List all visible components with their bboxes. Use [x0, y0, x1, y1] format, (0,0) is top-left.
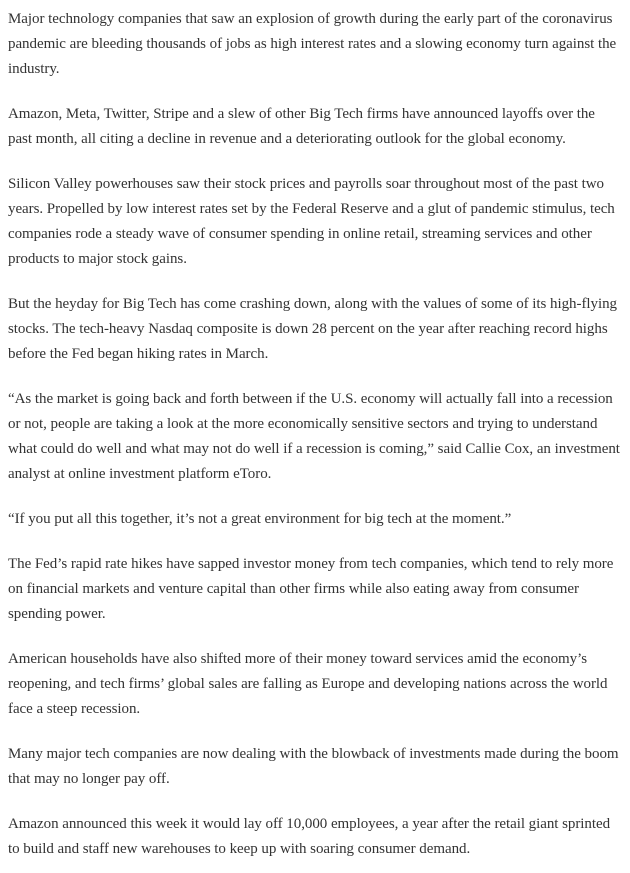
article-paragraph: Many major tech companies are now dealing with the blowback of investments made during the boom that may no longer pay off.	[8, 746, 619, 787]
article-paragraph: The Fed’s rapid rate hikes have sapped investor money from tech companies, which tend to rely more on financial markets and venture capital than other firms while also eating away from consumer spending power.	[8, 556, 614, 622]
article-paragraph: But the heyday for Big Tech has come crashing down, along with the values of some of its high-flying stocks. The tech-heavy Nasdaq composite is down 28 percent on the year after reaching record highs before the Fed began hiking rates in March.	[8, 296, 617, 362]
article-paragraph: Major technology companies that saw an explosion of growth during the early part of the coronavirus pandemic are bleeding thousands of jobs as high interest rates and a slowing economy turn against the industry.	[8, 11, 617, 77]
article-paragraph: Amazon announced this week it would lay off 10,000 employees, a year after the retail giant sprinted to build and staff new warehouses to keep up with soaring consumer demand.	[8, 816, 611, 857]
article-paragraph: “If you put all this together, it’s not a great environment for big tech at the moment.”	[8, 511, 512, 527]
article-paragraph: Silicon Valley powerhouses saw their stock prices and payrolls soar throughout most of the past two years. Propelled by low interest rates set by the Federal Reserve and a glut of pandemic stimulus, tech companies rode a steady wave of consumer spending in online retail, streaming services and other products to major stock gains.	[8, 176, 615, 267]
article-paragraph: Amazon, Meta, Twitter, Stripe and a slew of other Big Tech firms have announced layoffs over the past month, all citing a decline in revenue and a deteriorating outlook for the global economy.	[8, 106, 595, 147]
article-paragraph: “As the market is going back and forth between if the U.S. economy will actually fall into a recession or not, people are taking a look at the more economically sensitive sectors and trying to understand what could do well and what may not do well if a recession is coming,” said Callie Cox, an investment analyst at online investment platform eToro.	[8, 391, 620, 482]
article-paragraph: American households have also shifted more of their money toward services amid the economy’s reopening, and tech firms’ global sales are falling as Europe and developing nations across the world face a steep recession.	[8, 651, 608, 717]
